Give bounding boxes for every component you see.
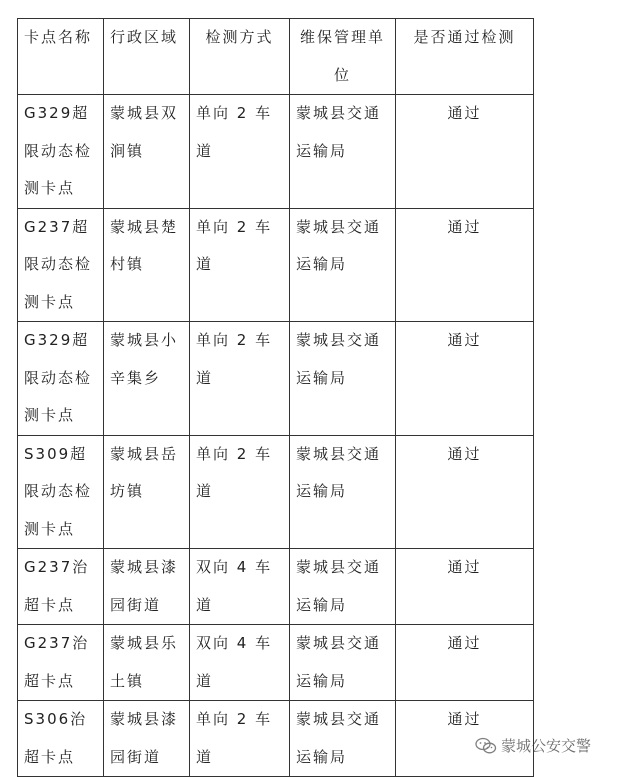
cell-passed-inspection: 通过 xyxy=(396,435,534,549)
cell-checkpoint-name: G329超限动态检测卡点 xyxy=(18,95,104,209)
cell-detection-method: 单向 2 车道 xyxy=(190,701,290,777)
table-header-row xyxy=(18,19,534,95)
header-detection-method: 检测方式 xyxy=(190,19,290,95)
cell-passed-inspection: 通过 xyxy=(396,208,534,322)
cell-passed-inspection: 通过 xyxy=(396,625,534,701)
cell-admin-region: 蒙城县漆园街道 xyxy=(104,701,190,777)
header-maintenance-unit: 维保管理单位 xyxy=(290,19,396,95)
cell-passed-inspection: 通过 xyxy=(396,549,534,625)
table-row xyxy=(18,322,534,436)
table-row xyxy=(18,701,534,777)
cell-maintenance-unit: 蒙城县交通运输局 xyxy=(290,435,396,549)
cell-checkpoint-name: S306治超卡点 xyxy=(18,701,104,777)
cell-passed-inspection: 通过 xyxy=(396,95,534,209)
table-row xyxy=(18,95,534,209)
header-checkpoint-name: 卡点名称 xyxy=(18,19,104,95)
cell-checkpoint-name: G237治超卡点 xyxy=(18,625,104,701)
cell-checkpoint-name: G329超限动态检测卡点 xyxy=(18,322,104,436)
cell-detection-method: 双向 4 车道 xyxy=(190,625,290,701)
cell-maintenance-unit: 蒙城县交通运输局 xyxy=(290,208,396,322)
cell-admin-region: 蒙城县乐土镇 xyxy=(104,625,190,701)
cell-detection-method: 单向 2 车道 xyxy=(190,208,290,322)
cell-admin-region: 蒙城县岳坊镇 xyxy=(104,435,190,549)
cell-maintenance-unit: 蒙城县交通运输局 xyxy=(290,549,396,625)
cell-maintenance-unit: 蒙城县交通运输局 xyxy=(290,625,396,701)
header-admin-region: 行政区域 xyxy=(104,19,190,95)
table-row xyxy=(18,208,534,322)
cell-admin-region: 蒙城县小辛集乡 xyxy=(104,322,190,436)
cell-detection-method: 双向 4 车道 xyxy=(190,549,290,625)
cell-maintenance-unit: 蒙城县交通运输局 xyxy=(290,322,396,436)
wechat-watermark xyxy=(475,735,591,756)
cell-detection-method: 单向 2 车道 xyxy=(190,435,290,549)
cell-checkpoint-name: G237治超卡点 xyxy=(18,549,104,625)
cell-maintenance-unit: 蒙城县交通运输局 xyxy=(290,701,396,777)
inspection-table xyxy=(17,18,534,777)
cell-passed-inspection: 通过 xyxy=(396,701,534,777)
table-row xyxy=(18,625,534,701)
watermark-text: 蒙城公安交警 xyxy=(501,737,592,755)
cell-admin-region: 蒙城县双涧镇 xyxy=(104,95,190,209)
header-passed-inspection: 是否通过检测 xyxy=(396,19,534,95)
cell-passed-inspection: 通过 xyxy=(396,322,534,436)
cell-admin-region: 蒙城县漆园街道 xyxy=(104,549,190,625)
cell-checkpoint-name: G237超限动态检测卡点 xyxy=(18,208,104,322)
wechat-icon xyxy=(475,737,497,755)
table-row xyxy=(18,549,534,625)
cell-checkpoint-name: S309超限动态检测卡点 xyxy=(18,435,104,549)
cell-detection-method: 单向 2 车道 xyxy=(190,322,290,436)
cell-admin-region: 蒙城县楚村镇 xyxy=(104,208,190,322)
table-row xyxy=(18,435,534,549)
cell-maintenance-unit: 蒙城县交通运输局 xyxy=(290,95,396,209)
cell-detection-method: 单向 2 车道 xyxy=(190,95,290,209)
